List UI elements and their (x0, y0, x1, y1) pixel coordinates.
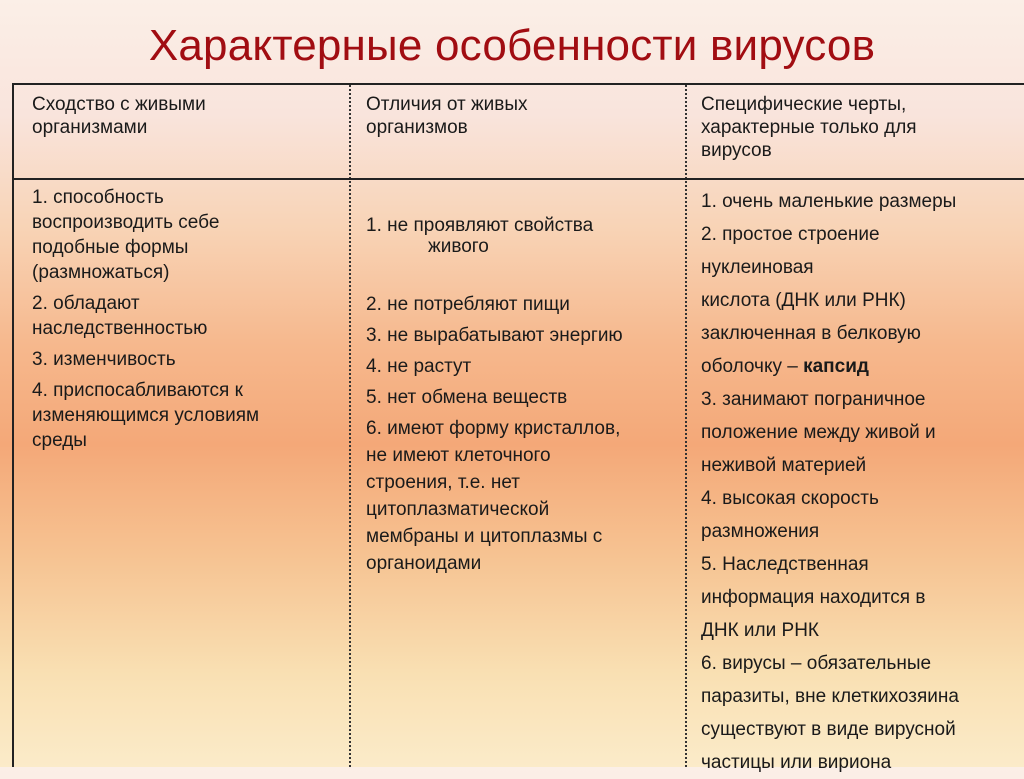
similarity-item: 3. изменчивость (32, 349, 176, 370)
differences-item: 2. не потребляют пищи (366, 294, 570, 315)
similarity-item: 4. приспосабливаются к изменяющимся условиям среды (32, 380, 260, 451)
differences-item-1-line2: живого (428, 236, 489, 257)
specific-column (701, 185, 1024, 779)
similarity-item: 2. обладают наследственностью (32, 293, 208, 339)
specific-item (701, 218, 1024, 383)
differences-item: 3. не вырабатывают энергию (366, 325, 623, 346)
similarity-column (32, 185, 342, 459)
specific-item: 6. вирусы – обязательные паразиты, вне клеткихозяина существуют в виде вирусной частицы или вириона (701, 653, 959, 773)
differences-item: 6. имеют форму кристаллов, не имеют клеточного строения, т.е. нет цитоплазматической мембраны и цитоплазмы с органоидами (366, 418, 621, 574)
similarity-item: 1. способность воспроизводить себе подобные формы (размножаться) (32, 187, 220, 283)
column-divider (349, 85, 351, 767)
capsid-term: капсид (803, 356, 869, 377)
specific-item: 4. высокая скорость размножения (701, 488, 879, 542)
differences-column (366, 185, 691, 581)
header-specific: Специфические черты, характерные только для вирусов (701, 94, 917, 161)
header-divider (14, 178, 1024, 180)
specific-item: 1. очень маленькие размеры (701, 191, 957, 212)
differences-item: 4. не растут (366, 356, 472, 377)
virus-features-table (12, 83, 1024, 773)
header-differences: Отличия от живых организмов (366, 94, 528, 138)
specific-item: 3. занимают пограничное положение между живой и неживой материей (701, 389, 936, 476)
differences-item (366, 185, 691, 287)
differences-item-1-line1: 1. не проявляют свойства (366, 215, 594, 236)
page-title: Характерные особенности вирусов (148, 21, 876, 70)
header-similarity: Сходство с живыми организмами (32, 94, 206, 138)
specific-item: 5. Наследственная информация находится в ДНК или РНК (701, 554, 926, 641)
specific-item-2-text: 2. простое строение нуклеиновая кислота (ДНК или РНК) заключенная в белковую оболочку – (701, 224, 921, 377)
differences-item: 5. нет обмена веществ (366, 387, 568, 408)
